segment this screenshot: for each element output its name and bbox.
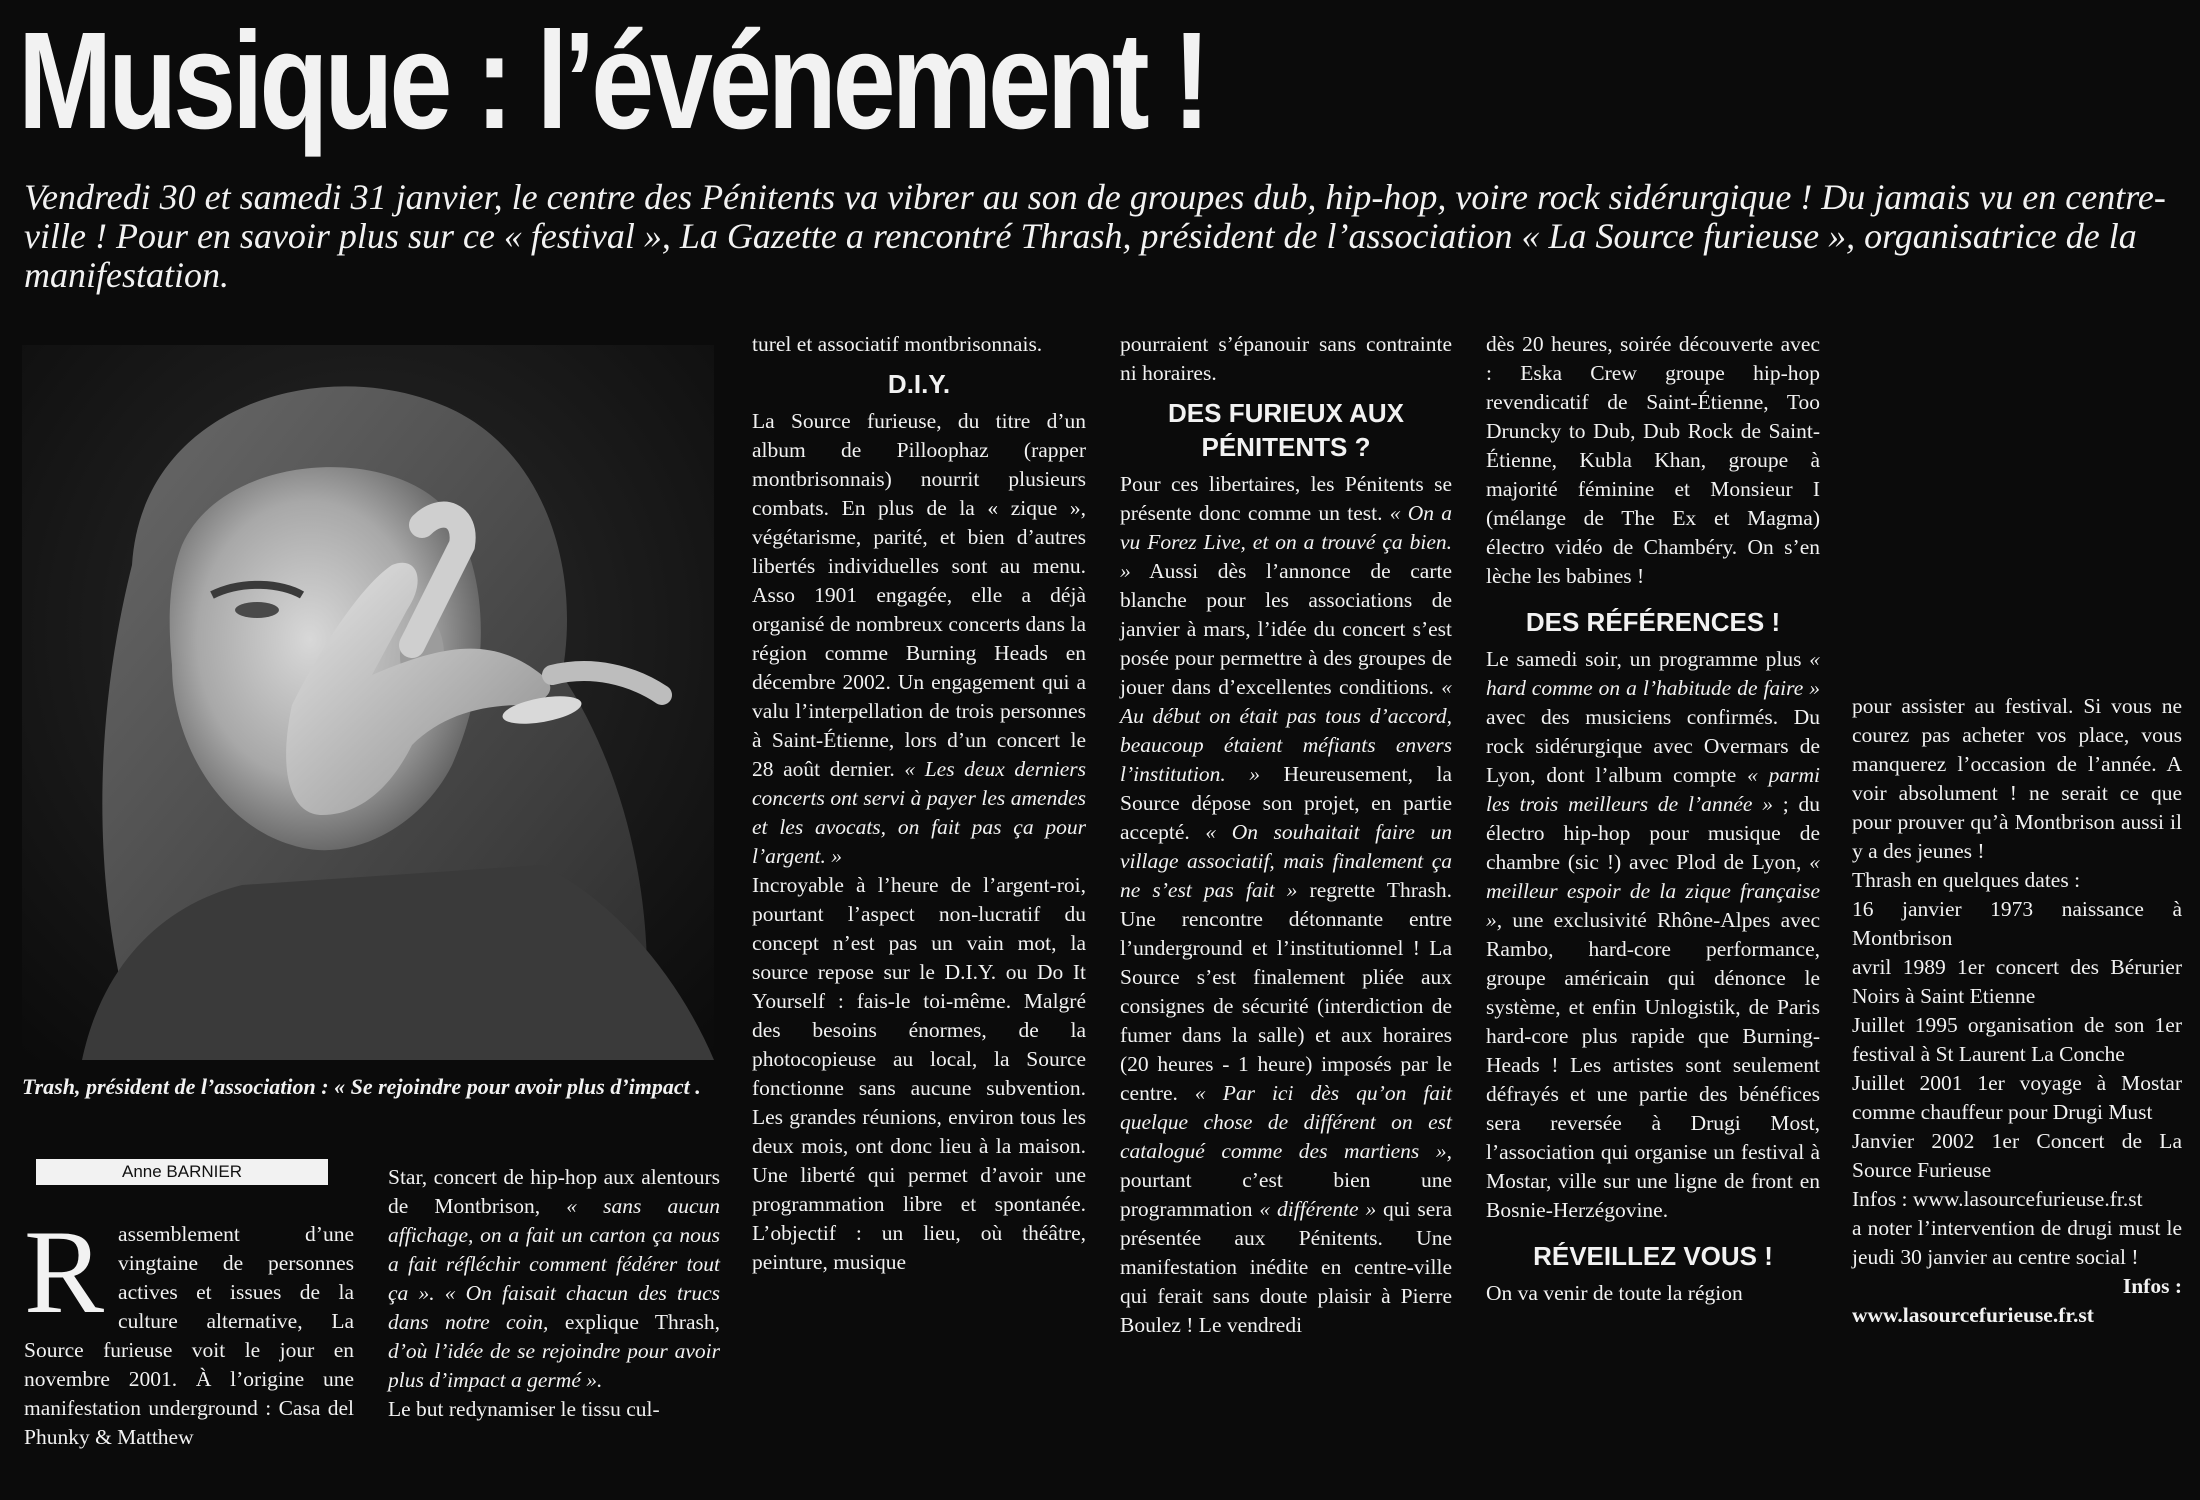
column-3 <box>752 330 1086 1277</box>
dropcap: R <box>24 1205 105 1338</box>
col4-text-b: Aussi dès l’annonce de carte blanche pour les associations de janvier à mars, l’idée du concert s’est posée pour permettre à des groupes de jouer dans d’excellentes conditions. <box>1120 559 1452 699</box>
col4-quote-3: « On souhaitait faire un village associatif, mais finalement ça ne s’est pas fait » <box>1120 820 1452 902</box>
col4-quote-5: « différente » <box>1259 1197 1377 1221</box>
col4-text-a: Pour ces libertaires, les Pénitents se présente donc comme un test. <box>1120 472 1452 525</box>
col2-text-b <box>435 1281 445 1305</box>
portrait-image <box>22 345 714 1060</box>
col4-quote-1: « On a vu Forez Live, et on a trouvé ça bien. » <box>1120 501 1453 583</box>
date-item: 16 janvier 1973 naissance à Montbrison <box>1852 897 2182 950</box>
col3-paragraph-1 <box>752 407 1086 871</box>
date-item: Juillet 1995 organisation de son 1er festival à St Laurent La Conche <box>1852 1013 2182 1066</box>
column-4 <box>1120 330 1452 1340</box>
col2-paragraph-2: Le but redynamiser le tissu cul- <box>388 1397 660 1421</box>
col1-paragraph <box>24 1205 354 1452</box>
col4-quote-4: « Par ici dès qu’on fait quelque chose de différent on est catalogué comme des martiens », <box>1120 1081 1453 1163</box>
col3-text: La Source furieuse, du titre d’un album de Pilloophaz (rapper montbrisonnais) nourrit plusieurs combats. En plus de la « zique », végétarisme, parité, et bien d’autres libertés individuelles sont au menu. Asso 1901 engagée, elle a déjà organisé de nombreux concerts dans la région comme Burning Heads en décembre 2002. Un engagement qui a valu l’interpellation de trois personnes à Saint-Étienne, lors d’un concert le 28 août dernier. <box>752 409 1086 781</box>
infos-block <box>1852 1272 2182 1301</box>
col5-quote-1: « hard comme on a l’habitude de faire » <box>1486 647 1820 700</box>
col5-text-b: avec des musiciens confirmés. Du rock sidérurgique avec Overmars de Lyon, dont l’album compte <box>1486 705 1820 787</box>
col4-text-c: Heureusement, la Source dépose son projet, en partie accepté. <box>1120 762 1453 844</box>
col5-quote-2: « parmi les trois meilleurs de l’année » <box>1486 763 1820 816</box>
col5-subhead-2: RÉVEILLEZ VOUS ! <box>1533 1241 1773 1271</box>
col4-intro: pourraient s’épanouir sans contrainte ni horaires. <box>1120 332 1452 385</box>
col4-text-d: regrette Thrash. Une rencontre détonnante entre l’underground et l’institutionnel ! La Source s’est finalement pliée aux consignes de sécurité (interdiction de fumer dans la salle) et aux horaires (20 heures - 1 heure) imposés par le centre. <box>1120 878 1452 1105</box>
col5-text-c: ; du électro hip-hop pour musique de chambre (sic !) avec Plod de Lyon, <box>1486 792 1820 874</box>
col6-note: a noter l’intervention de drugi must le jeudi 30 janvier au centre social ! <box>1852 1216 2182 1269</box>
col6-intro: pour assister au festival. Si vous ne courez pas acheter vos place, vous manquerez l’occasion de l’année. A voir absolument ! ne serait ce que pour prouver qu’à Montbrison aussi il y a des jeunes ! <box>1852 694 2182 863</box>
column-2 <box>388 1163 720 1424</box>
col5-subhead: DES RÉFÉRENCES ! <box>1525 607 1781 637</box>
col3-quote: « Les deux derniers concerts ont servi à payer les amendes et les avocats, on fait pas ça pour l’argent. » <box>752 757 1086 868</box>
col5-text-a: Le samedi soir, un programme plus <box>1486 647 1810 671</box>
date-item: Janvier 2002 1er Concert de La Source Furieuse <box>1852 1129 2182 1182</box>
col4-paragraph <box>1120 470 1452 1340</box>
column-6 <box>1852 692 2182 1330</box>
col4-subhead: DES FURIEUX AUX PÉNITENTS ? <box>1168 398 1404 462</box>
col3-subhead: D.I.Y. <box>887 369 951 399</box>
col2-quote-1: « sans aucun affichage, on a fait un carton ça nous a fait réfléchir comment fédérer tout ça ». <box>388 1194 721 1305</box>
col4-text-e: pourtant c’est bien une programmation <box>1120 1168 1452 1221</box>
col6-dates-title: Thrash en quelques dates : <box>1852 868 2081 892</box>
col2-paragraph-1 <box>388 1163 720 1395</box>
col2-text-c: explique Thrash, <box>548 1310 720 1334</box>
infos-label: Infos : <box>2122 1274 2182 1298</box>
col3-intro: turel et associatif montbrisonnais. <box>752 332 1043 356</box>
col4-quote-2: « Au début on était pas tous d’accord, beaucoup étaient méfiants envers l’institution. » <box>1120 675 1452 786</box>
col2-text-a: Star, concert de hip-hop aux alentours de Montbrison, <box>388 1165 720 1218</box>
column-5 <box>1486 330 1820 1308</box>
photo-caption: Trash, président de l’association : « Se rejoindre pour avoir plus d’impact . <box>22 1074 701 1099</box>
website-link[interactable]: www.lasourcefurieuse.fr.st <box>1852 1303 2094 1327</box>
col5-paragraph-2: On va venir de toute la région <box>1486 1281 1743 1305</box>
col2-quote-3: d’où l’idée de se rejoindre pour avoir plus d’impact a germé ». <box>388 1339 720 1392</box>
col5-paragraph <box>1486 645 1820 1225</box>
byline: Anne BARNIER <box>36 1159 328 1185</box>
headline: Musique : l’événement ! <box>18 4 1207 158</box>
infos-line: Infos : www.lasourcefurieuse.fr.st <box>1852 1187 2143 1211</box>
date-item: Juillet 2001 1er voyage à Mostar comme chauffeur pour Drugi Must <box>1852 1071 2182 1124</box>
col2-quote-2: « On faisait chacun des trucs dans notre coin, <box>388 1281 721 1334</box>
col1-text: assemblement d’une vingtaine de personnes actives et issues de la culture alternative, La Source furieuse voit le jour en novembre 2001. À l’origine une manifestation underground : Casa del Phunky & Matthew <box>24 1222 354 1449</box>
col5-intro: dès 20 heures, soirée découverte avec : Eska Crew groupe hip-hop revendicatif de Saint-Étienne, Too Druncky to Dub, Dub Rock de Saint-Étienne, Kubla Khan, groupe à majorité féminine et Monsieur I (mélange de The Ex et Magma) électro vidéo de Chambéry. On s’en lèche les babines ! <box>1486 332 1820 588</box>
portrait-photo <box>22 345 714 1060</box>
col5-quote-3: « meilleur espoir de la zique française », <box>1486 850 1820 932</box>
lede: Vendredi 30 et samedi 31 janvier, le centre des Pénitents va vibrer au son de groupes dub, hip-hop, voire rock sidérurgique ! Du jamais vu en centre-ville ! Pour en savoir plus sur ce « festival », La Gazette a rencontré Thrash, président de l’association « La Source furieuse », organisatrice de la manifestation. <box>24 177 2166 295</box>
col5-text-d: une exclusivité Rhône-Alpes avec Rambo, hard-core performance, groupe américain qui dénonce le système, et enfin Unlogistik, de Paris hard-core plus rapide que Burning-Heads ! Les artistes sont seulement défrayés et une partie des bénéfices sera reversée à Drugi Most, l’association qui organise un festival à Mostar, ville sur une ligne de front en Bosnie-Herzégovine. <box>1486 908 1820 1222</box>
date-item: avril 1989 1er concert des Bérurier Noirs à Saint Etienne <box>1852 955 2182 1008</box>
col3-paragraph-2: Incroyable à l’heure de l’argent-roi, pourtant l’aspect non-lucratif du concept n’est pas un vain mot, la source repose sur le D.I.Y. ou Do It Yourself : fais-le toi-même. Malgré des besoins énormes, de la photocopieuse au local, la Source fonctionne sans aucune subvention. Les grandes réunions, environ tous les deux mois, ont donc lieu à la maison. Une liberté qui permet d’avoir une programmation libre et spontanée. L’objectif : un lieu, où théâtre, peinture, musique <box>752 873 1086 1274</box>
column-1 <box>24 1205 354 1452</box>
col4-text-f: qui sera présentée aux Pénitents. Une manifestation inédite en centre-ville qui ferait sans doute plaisir à Pierre Boulez ! Le vendredi <box>1120 1197 1452 1337</box>
